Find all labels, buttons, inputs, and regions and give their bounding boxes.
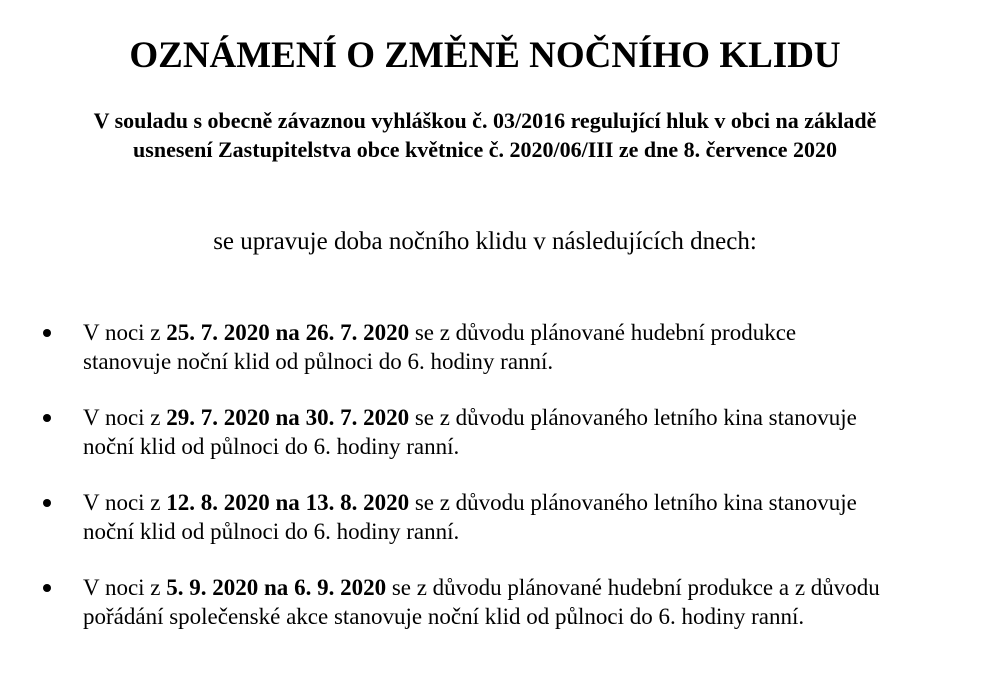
date-to: 6. 9. 2020 [294, 575, 387, 600]
date-to: 26. 7. 2020 [305, 320, 410, 345]
intro-text: se upravuje doba nočního klidu v následujících dnech: [213, 228, 757, 255]
list-item [0, 318, 999, 376]
item-prefix: V noci z [83, 575, 167, 600]
list-item-line-2: stanovuje noční klid od půlnoci do 6. hodiny ranní. [83, 349, 554, 374]
bullet-icon [43, 584, 51, 592]
item-prefix: V noci z [83, 405, 167, 430]
list-item [0, 573, 999, 631]
page-title: OZNÁMENÍ O ZMĚNĚ NOČNÍHO KLIDU [129, 35, 841, 76]
item-prefix: V noci z [83, 320, 167, 345]
date-connector: na [269, 490, 306, 515]
item-reason: se z důvodu plánovaného letního kina stanovuje [409, 490, 857, 515]
legal-basis-subtitle [0, 106, 970, 164]
date-from: 29. 7. 2020 [166, 405, 270, 430]
list-item [0, 488, 999, 546]
list-item-line-1 [83, 573, 999, 602]
subtitle-line-2: usnesení Zastupitelstva obce květnice č. 2020/06/III ze dne 8. července 2020 [133, 137, 837, 162]
date-connector: na [269, 405, 306, 430]
subtitle-line-1: V souladu s obecně závaznou vyhláškou č. 03/2016 regulující hluk v obci na základě [93, 108, 877, 133]
date-to: 13. 8. 2020 [305, 490, 410, 515]
bullet-icon [43, 414, 51, 422]
list-item-line-2: noční klid od půlnoci do 6. hodiny ranní. [83, 434, 460, 459]
date-connector: na [258, 575, 295, 600]
date-from: 25. 7. 2020 [166, 320, 270, 345]
item-reason: se z důvodu plánované hudební produkce a z důvodu [386, 575, 880, 600]
bullet-icon [43, 499, 51, 507]
list-item [0, 403, 999, 461]
item-reason: se z důvodu plánované hudební produkce [409, 320, 797, 345]
item-prefix: V noci z [83, 490, 167, 515]
date-from: 12. 8. 2020 [166, 490, 270, 515]
list-item-line-2: noční klid od půlnoci do 6. hodiny ranní. [83, 519, 460, 544]
bullet-icon [43, 329, 51, 337]
list-item-line-2: pořádání společenské akce stanovuje noční klid od půlnoci do 6. hodiny ranní. [83, 604, 805, 629]
date-to: 30. 7. 2020 [305, 405, 410, 430]
night-quiet-list [0, 318, 999, 658]
list-item-line-1 [83, 488, 999, 517]
list-item-line-1 [83, 318, 999, 347]
date-connector: na [269, 320, 306, 345]
list-item-line-1 [83, 403, 999, 432]
item-reason: se z důvodu plánovaného letního kina stanovuje [409, 405, 857, 430]
date-from: 5. 9. 2020 [166, 575, 259, 600]
